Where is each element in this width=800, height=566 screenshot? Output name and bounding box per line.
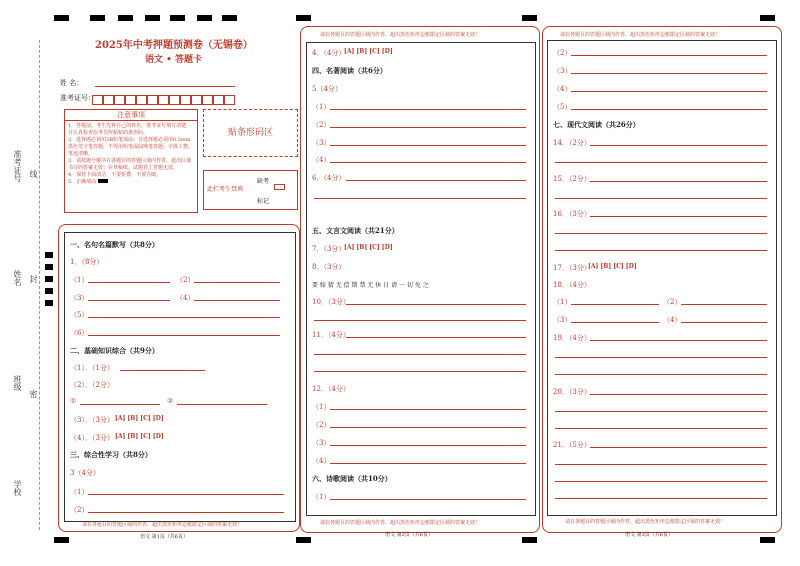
q12-line-3-label: （3） — [312, 439, 331, 447]
p3-answer-4[interactable] — [571, 91, 767, 92]
p3-answer-2[interactable] — [571, 55, 767, 56]
q14-answer-2[interactable] — [555, 162, 767, 163]
p3-answer-3[interactable] — [571, 73, 767, 74]
alignment-mark — [45, 288, 53, 294]
q5-line-3-label: （3） — [312, 139, 331, 147]
alignment-mark — [54, 15, 69, 21]
alignment-mark — [760, 15, 775, 21]
q18-answer-1[interactable] — [571, 304, 659, 305]
q1-line-1-label: （1） — [70, 276, 89, 284]
q8-characters: 要 嫁 猜 无 偿 期 禁 无 休 日 请 一 切 免 之 — [312, 282, 429, 289]
q1-line-4-label: （4） — [176, 294, 195, 302]
q4-choices[interactable]: [A] [B] [C] [D] — [344, 48, 393, 55]
q3-label: 3（4分） — [70, 469, 100, 477]
q5-line-4-label: （4） — [312, 156, 331, 164]
q3-answer-2[interactable] — [88, 512, 284, 513]
q2-2-label: （2）．（2分） — [70, 381, 114, 389]
page1-footer-note: 请在各题目的答题区域内作答，超出黑色矩形边框限定区域的答案无效！ — [82, 522, 243, 528]
q5-line-1-label: （1） — [312, 103, 331, 111]
side-class-label: 班级 — [13, 375, 22, 391]
alignment-mark — [118, 15, 133, 21]
side-mi: 密 — [29, 390, 38, 398]
q1-answer-6[interactable] — [88, 335, 280, 336]
absent-checkbox[interactable] — [274, 184, 285, 190]
q21-answer-1[interactable] — [590, 447, 767, 448]
q6-answer-1[interactable] — [346, 180, 526, 181]
q14-label: 14．（2分） — [553, 139, 591, 147]
q5-label: 5（4分） — [312, 85, 342, 93]
alignment-mark — [45, 264, 53, 270]
p3-line-2-label: （2） — [553, 49, 572, 57]
q2-4-label: （4）．（3分） — [70, 434, 114, 442]
q12-answer-4[interactable] — [330, 463, 526, 464]
q18-line-2-label: （2） — [663, 298, 682, 306]
q6-label: 6．（4分） — [312, 174, 346, 182]
alignment-mark — [222, 15, 237, 21]
q1-answer-1[interactable] — [88, 282, 170, 283]
page3-top-note: 请在各题目的答题区域内作答，超出黑色矩形边框限定区域的答案无效！ — [560, 32, 721, 38]
q2-2-answer-1[interactable] — [80, 404, 160, 405]
q12-answer-2[interactable] — [330, 427, 526, 428]
q12-answer-3[interactable] — [330, 445, 526, 446]
q5-line-2-label: （2） — [312, 121, 331, 129]
q11-answer-3[interactable] — [314, 371, 526, 372]
q14-answer-1[interactable] — [590, 145, 767, 146]
p3-line-3-label: （3） — [553, 67, 572, 75]
q5-answer-3[interactable] — [330, 145, 526, 146]
q18-answer-3[interactable] — [571, 322, 659, 323]
q18-answer-4[interactable] — [681, 322, 767, 323]
q5-answer-4[interactable] — [330, 162, 526, 163]
side-ticket-label: 准考证号 — [13, 150, 22, 182]
q2-2-circle-1: ① — [70, 397, 77, 405]
alignment-mark — [90, 15, 105, 21]
q7-label: 7．（3分） — [312, 245, 346, 253]
q12-line-1-label: （1） — [312, 403, 331, 411]
q2-1-label: （1）．（1分） — [70, 364, 114, 372]
filled-sample-mark — [98, 179, 108, 183]
q18-answer-2[interactable] — [681, 304, 767, 305]
q5-answer-1[interactable] — [330, 109, 526, 110]
q21-answer-2[interactable] — [555, 464, 767, 465]
notice-title: 注意事项 — [65, 110, 197, 121]
page3-footer-note: 请在各题目的答题区域内作答，超出黑色矩形边框限定区域的答案无效！ — [565, 519, 726, 525]
alignment-mark — [54, 537, 69, 543]
section-1-title: 一、名句名篇默写（共8分） — [70, 240, 159, 249]
alignment-mark — [522, 15, 537, 21]
q1-line-6-label: （6） — [70, 329, 89, 337]
p3-line-4-label: （4） — [553, 85, 572, 93]
q19-answer-1[interactable] — [590, 340, 767, 341]
side-school-label: 学校 — [13, 480, 22, 496]
notice-item-5: 5．正确填涂 — [68, 179, 97, 185]
q16-answer-3[interactable] — [555, 250, 767, 251]
absent-label-2: 标记 — [257, 198, 270, 205]
name-field[interactable] — [95, 86, 235, 87]
q16-label: 16．（3分） — [553, 210, 591, 218]
q3-answer-1[interactable] — [88, 494, 284, 495]
alignment-mark — [170, 15, 185, 21]
q8-label: 8．（3分） — [312, 263, 346, 271]
q15-answer-1[interactable] — [590, 181, 767, 182]
q16-answer-1[interactable] — [590, 216, 767, 217]
q18-line-3-label: （3） — [553, 316, 572, 324]
section-6-title: 六、诗歌阅读（共10分） — [312, 474, 392, 483]
q2-4-choices[interactable]: [A] [B] [C] [D] — [115, 433, 164, 440]
absent-label-1: 缺考 — [257, 178, 270, 185]
q18-label: 18．（4分） — [553, 281, 591, 289]
section-5-title: 五、文言文阅读（共21分） — [312, 226, 399, 235]
barcode-label: 贴条形码区 — [227, 128, 273, 138]
q20-answer-1[interactable] — [590, 394, 767, 395]
p3-line-5-label: （5） — [553, 103, 572, 111]
notice-item-3: 3．请按题号顺序在各题目的答题区域内作答，超出区域书写的答案无效；在草稿纸、试题卷上答题无效。 — [68, 158, 192, 171]
barcode-area — [203, 109, 298, 157]
q15-answer-2[interactable] — [555, 198, 767, 199]
q12-line-2-label: （2） — [312, 421, 331, 429]
q19-answer-2[interactable] — [555, 357, 767, 358]
q3-line-2-label: （2） — [70, 506, 89, 514]
q11-answer-1[interactable] — [346, 337, 526, 338]
name-label: 姓 名： — [60, 79, 84, 87]
q5-answer-2[interactable] — [330, 127, 526, 128]
q20-label: 20．（3分） — [553, 388, 591, 396]
alignment-mark — [45, 276, 53, 282]
q11-answer-2[interactable] — [314, 354, 526, 355]
alignment-mark — [197, 15, 212, 21]
page2-number: 语文 第2页（共6页） — [385, 532, 433, 538]
side-xian: 线 — [29, 170, 38, 178]
alignment-mark — [296, 537, 311, 543]
q1-line-3-label: （3） — [70, 294, 89, 302]
q20-answer-3[interactable] — [555, 428, 767, 429]
section-3-title: 三、综合性学习（共8分） — [70, 450, 152, 459]
alignment-mark — [760, 537, 775, 543]
page1-number: 语文 第1页（共6页） — [140, 534, 188, 540]
q13-line-1-label: （1） — [312, 493, 331, 501]
absent-forbid-label: 此栏考生禁填 — [207, 186, 244, 193]
page2-footer-note: 请在各题目的答题区域内作答，超出黑色矩形边框限定区域的答案无效！ — [320, 520, 481, 526]
page2-top-note: 请在各题目的答题区域内作答，超出黑色矩形边框限定区域的答案无效！ — [320, 32, 481, 38]
notice-item-4: 4．保持卡面清洁，不要折叠、不要弄破。 — [68, 172, 162, 178]
page-subtitle: 语文 • 答题卡 — [145, 55, 203, 65]
q1-line-5-label: （5） — [70, 311, 89, 319]
q20-answer-2[interactable] — [555, 411, 767, 412]
q1-line-2-label: （2） — [176, 276, 195, 284]
page3-number: 语文 第3页（共6页） — [625, 532, 673, 538]
notice-box — [64, 109, 198, 213]
alignment-mark — [45, 300, 53, 306]
q1-label: 1．（8分） — [70, 258, 104, 266]
q19-answer-3[interactable] — [555, 374, 767, 375]
q1-answer-3[interactable] — [88, 300, 170, 301]
q1-answer-5[interactable] — [88, 317, 280, 318]
q6-answer-2[interactable] — [314, 198, 526, 199]
q21-label: 21．（5分） — [553, 441, 591, 449]
alignment-mark — [522, 537, 537, 543]
section-7-title: 七、现代文阅读（共26分） — [553, 120, 640, 129]
q2-1-answer[interactable] — [120, 370, 205, 371]
q11-label: 11．（4分） — [312, 331, 350, 339]
notice-item-2: 2．选择题必须用2B铅笔填涂；非选择题必须用0.5mm黑色签字笔答题，不得用铅笔或圆珠笔答题；字体工整、笔迹清晰。 — [68, 137, 194, 157]
q10-answer-1[interactable] — [346, 304, 526, 305]
section-2-title: 二、基础知识综合（共9分） — [70, 346, 159, 355]
q12-label: 12．（4分） — [312, 385, 350, 393]
q7-choices[interactable]: [A] [B] [C] [D] — [344, 244, 393, 251]
q3-line-1-label: （1） — [70, 488, 89, 496]
q1-answer-4[interactable] — [194, 300, 280, 301]
q2-2-circle-2: ② — [167, 397, 174, 405]
q16-answer-2[interactable] — [555, 233, 767, 234]
side-name-label: 姓名 — [13, 270, 22, 286]
alignment-mark — [145, 15, 160, 21]
q19-label: 19．（4分） — [553, 334, 591, 342]
q10-answer-2[interactable] — [314, 320, 526, 321]
page-title: 2025年中考押题预测卷（无锡卷） — [95, 40, 253, 51]
alignment-mark — [296, 15, 311, 21]
ticket-number-boxes[interactable] — [92, 90, 235, 109]
q18-line-1-label: （1） — [553, 298, 572, 306]
q2-3-choices[interactable]: [A] [B] [C] [D] — [115, 415, 164, 422]
q4-label: 4．（4分） — [312, 49, 346, 57]
q15-label: 15．（2分） — [553, 175, 591, 183]
notice-item-1: 1．答题前，考生先将自己的姓名，准考证号填写清楚，并认真检查监考员所粘贴的条形码。 — [68, 123, 192, 136]
q17-choices[interactable]: [A] [B] [C] [D] — [588, 263, 637, 270]
side-feng: 封 — [29, 275, 38, 283]
binding-line — [39, 40, 40, 530]
ticket-label: 准考证号： — [60, 94, 95, 102]
q10-label: 10．（3分） — [312, 298, 350, 306]
q18-line-4-label: （4） — [663, 316, 682, 324]
q13-answer-1[interactable] — [330, 499, 526, 500]
q21-answer-4[interactable] — [555, 498, 767, 499]
q12-answer-1[interactable] — [330, 409, 526, 410]
q1-answer-2[interactable] — [194, 282, 280, 283]
q17-label: 17．（3分） — [553, 264, 591, 272]
q2-3-label: （3）．（3分） — [70, 416, 114, 424]
q12-line-4-label: （4） — [312, 457, 331, 465]
q21-answer-3[interactable] — [555, 481, 767, 482]
absent-box — [203, 170, 298, 210]
alignment-mark — [45, 252, 53, 258]
q2-2-answer-2[interactable] — [177, 404, 267, 405]
section-4-title: 四、名著阅读（共6分） — [312, 66, 387, 75]
p3-answer-5[interactable] — [571, 109, 767, 110]
